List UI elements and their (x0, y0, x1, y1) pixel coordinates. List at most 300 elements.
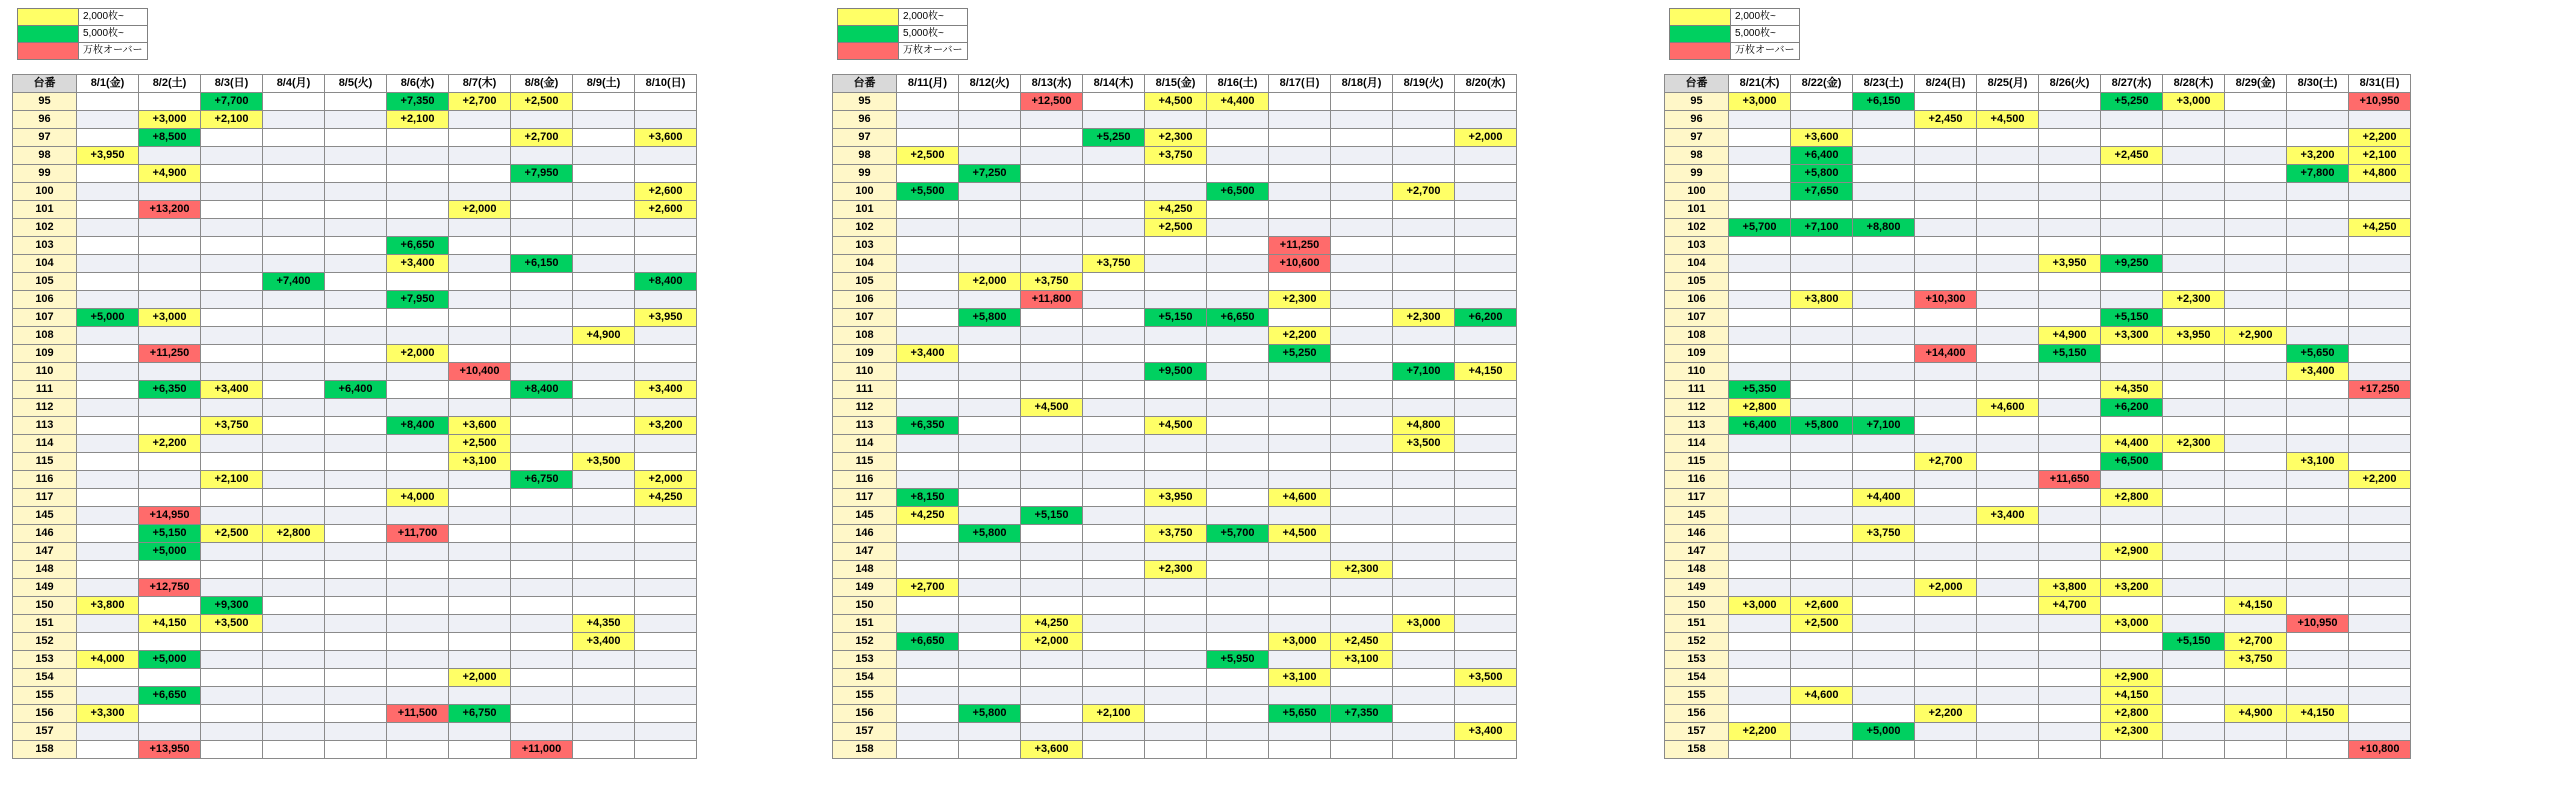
data-cell[interactable] (201, 237, 263, 255)
data-cell[interactable] (2349, 507, 2411, 525)
data-cell[interactable] (1145, 705, 1207, 723)
data-cell[interactable] (263, 705, 325, 723)
data-cell[interactable] (1455, 147, 1517, 165)
data-cell[interactable] (511, 363, 573, 381)
data-cell[interactable] (1269, 417, 1331, 435)
data-cell[interactable] (139, 273, 201, 291)
data-cell[interactable] (1393, 669, 1455, 687)
data-cell[interactable] (1207, 453, 1269, 471)
data-cell[interactable] (1083, 723, 1145, 741)
data-cell[interactable] (1207, 597, 1269, 615)
data-cell[interactable] (1083, 633, 1145, 651)
data-cell[interactable] (2287, 651, 2349, 669)
data-cell[interactable] (201, 705, 263, 723)
data-cell[interactable] (1455, 579, 1517, 597)
data-cell[interactable] (511, 435, 573, 453)
data-cell[interactable] (1791, 525, 1853, 543)
data-cell[interactable] (2349, 561, 2411, 579)
data-cell[interactable] (635, 111, 697, 129)
data-cell[interactable] (1455, 111, 1517, 129)
data-cell[interactable] (959, 291, 1021, 309)
data-cell[interactable] (1915, 507, 1977, 525)
data-cell[interactable] (1977, 417, 2039, 435)
data-cell[interactable]: +3,500 (1393, 435, 1455, 453)
data-cell[interactable] (201, 183, 263, 201)
machine-number[interactable]: 95 (13, 93, 77, 111)
data-cell[interactable] (1145, 615, 1207, 633)
data-cell[interactable]: +3,950 (2039, 255, 2101, 273)
data-cell[interactable] (635, 615, 697, 633)
data-cell[interactable] (1145, 435, 1207, 453)
data-cell[interactable] (1455, 183, 1517, 201)
data-cell[interactable] (2225, 129, 2287, 147)
data-cell[interactable] (897, 309, 959, 327)
data-cell[interactable]: +2,000 (1021, 633, 1083, 651)
data-cell[interactable] (511, 633, 573, 651)
data-cell[interactable] (635, 165, 697, 183)
data-cell[interactable] (959, 615, 1021, 633)
data-cell[interactable] (263, 507, 325, 525)
data-cell[interactable] (1021, 651, 1083, 669)
data-cell[interactable] (1083, 219, 1145, 237)
data-cell[interactable] (635, 507, 697, 525)
data-cell[interactable] (959, 489, 1021, 507)
column-header-date[interactable]: 8/28(木) (2163, 75, 2225, 93)
data-cell[interactable] (2349, 489, 2411, 507)
data-cell[interactable] (1791, 327, 1853, 345)
data-cell[interactable] (263, 633, 325, 651)
data-cell[interactable] (1729, 705, 1791, 723)
data-cell[interactable] (2349, 183, 2411, 201)
data-cell[interactable] (1393, 579, 1455, 597)
data-cell[interactable] (1853, 201, 1915, 219)
data-cell[interactable] (1331, 543, 1393, 561)
data-cell[interactable]: +2,000 (959, 273, 1021, 291)
data-cell[interactable] (1729, 111, 1791, 129)
machine-number[interactable]: 105 (13, 273, 77, 291)
data-cell[interactable] (1455, 219, 1517, 237)
column-header-date[interactable]: 8/25(月) (1977, 75, 2039, 93)
data-cell[interactable]: +2,900 (2101, 543, 2163, 561)
data-cell[interactable] (1853, 381, 1915, 399)
data-cell[interactable]: +2,500 (1791, 615, 1853, 633)
data-cell[interactable]: +7,350 (387, 93, 449, 111)
data-cell[interactable]: +3,500 (573, 453, 635, 471)
data-cell[interactable] (1455, 705, 1517, 723)
data-cell[interactable] (1791, 651, 1853, 669)
data-cell[interactable] (201, 723, 263, 741)
data-cell[interactable]: +2,200 (139, 435, 201, 453)
data-cell[interactable] (2349, 615, 2411, 633)
data-cell[interactable] (2349, 525, 2411, 543)
data-cell[interactable] (1269, 561, 1331, 579)
data-cell[interactable]: +5,000 (139, 651, 201, 669)
column-header-date[interactable]: 8/8(金) (511, 75, 573, 93)
data-cell[interactable]: +4,900 (2039, 327, 2101, 345)
data-cell[interactable] (1791, 543, 1853, 561)
data-cell[interactable] (1207, 129, 1269, 147)
data-cell[interactable] (511, 579, 573, 597)
data-cell[interactable] (387, 651, 449, 669)
data-cell[interactable]: +5,150 (2039, 345, 2101, 363)
data-cell[interactable] (1977, 489, 2039, 507)
data-cell[interactable] (2163, 597, 2225, 615)
data-cell[interactable] (1207, 381, 1269, 399)
machine-number[interactable]: 148 (833, 561, 897, 579)
data-cell[interactable]: +2,450 (1915, 111, 1977, 129)
column-header-date[interactable]: 8/10(日) (635, 75, 697, 93)
data-cell[interactable] (1207, 219, 1269, 237)
data-cell[interactable] (1207, 561, 1269, 579)
data-cell[interactable] (2287, 327, 2349, 345)
data-cell[interactable]: +2,300 (2163, 291, 2225, 309)
data-cell[interactable] (2287, 183, 2349, 201)
data-cell[interactable] (959, 147, 1021, 165)
data-cell[interactable] (449, 381, 511, 399)
data-cell[interactable]: +4,900 (573, 327, 635, 345)
data-cell[interactable] (77, 435, 139, 453)
column-header-date[interactable]: 8/23(土) (1853, 75, 1915, 93)
data-cell[interactable] (1977, 543, 2039, 561)
data-cell[interactable] (1853, 597, 1915, 615)
data-cell[interactable] (1729, 669, 1791, 687)
data-cell[interactable] (2225, 345, 2287, 363)
machine-number[interactable]: 115 (13, 453, 77, 471)
data-cell[interactable] (1021, 435, 1083, 453)
data-cell[interactable] (1729, 345, 1791, 363)
data-cell[interactable]: +5,500 (897, 183, 959, 201)
data-cell[interactable]: +3,100 (1331, 651, 1393, 669)
data-cell[interactable]: +4,250 (1145, 201, 1207, 219)
data-cell[interactable] (325, 273, 387, 291)
data-cell[interactable] (387, 507, 449, 525)
data-cell[interactable]: +2,200 (2349, 471, 2411, 489)
data-cell[interactable]: +6,750 (449, 705, 511, 723)
data-cell[interactable] (1393, 543, 1455, 561)
data-cell[interactable] (2101, 219, 2163, 237)
data-cell[interactable] (1977, 651, 2039, 669)
data-cell[interactable]: +11,000 (511, 741, 573, 759)
machine-number[interactable]: 150 (1665, 597, 1729, 615)
data-cell[interactable] (1145, 345, 1207, 363)
data-cell[interactable] (2039, 165, 2101, 183)
data-cell[interactable] (2039, 129, 2101, 147)
column-header-date[interactable]: 8/7(木) (449, 75, 511, 93)
machine-number[interactable]: 106 (833, 291, 897, 309)
column-header-date[interactable]: 8/22(金) (1791, 75, 1853, 93)
machine-number[interactable]: 101 (13, 201, 77, 219)
machine-number[interactable]: 152 (13, 633, 77, 651)
data-cell[interactable]: +5,000 (1853, 723, 1915, 741)
data-cell[interactable]: +4,500 (1977, 111, 2039, 129)
data-cell[interactable] (2287, 579, 2349, 597)
data-cell[interactable]: +3,750 (201, 417, 263, 435)
data-cell[interactable] (511, 147, 573, 165)
data-cell[interactable]: +6,400 (1729, 417, 1791, 435)
data-cell[interactable] (1393, 525, 1455, 543)
data-cell[interactable] (1729, 687, 1791, 705)
data-cell[interactable]: +6,650 (387, 237, 449, 255)
data-cell[interactable] (1977, 201, 2039, 219)
machine-number[interactable]: 99 (1665, 165, 1729, 183)
machine-number[interactable]: 151 (13, 615, 77, 633)
data-cell[interactable] (1393, 147, 1455, 165)
data-cell[interactable] (573, 561, 635, 579)
data-cell[interactable] (263, 345, 325, 363)
data-cell[interactable] (2225, 543, 2287, 561)
data-cell[interactable] (511, 723, 573, 741)
data-cell[interactable]: +6,400 (325, 381, 387, 399)
data-cell[interactable] (1915, 489, 1977, 507)
data-cell[interactable] (897, 219, 959, 237)
data-cell[interactable] (325, 669, 387, 687)
machine-number[interactable]: 98 (833, 147, 897, 165)
data-cell[interactable] (635, 741, 697, 759)
machine-number[interactable]: 117 (13, 489, 77, 507)
data-cell[interactable]: +3,000 (2101, 615, 2163, 633)
data-cell[interactable] (1393, 327, 1455, 345)
data-cell[interactable] (1269, 723, 1331, 741)
data-cell[interactable] (1977, 723, 2039, 741)
column-header-machine[interactable]: 台番 (1665, 75, 1729, 93)
data-cell[interactable] (1207, 345, 1269, 363)
data-cell[interactable] (2287, 111, 2349, 129)
data-cell[interactable] (2101, 237, 2163, 255)
data-cell[interactable] (263, 669, 325, 687)
machine-number[interactable]: 153 (1665, 651, 1729, 669)
data-cell[interactable]: +3,000 (1729, 597, 1791, 615)
data-cell[interactable] (635, 579, 697, 597)
data-cell[interactable] (325, 327, 387, 345)
data-cell[interactable] (2287, 399, 2349, 417)
data-cell[interactable] (2349, 579, 2411, 597)
data-cell[interactable] (1021, 165, 1083, 183)
data-cell[interactable]: +3,950 (77, 147, 139, 165)
data-cell[interactable] (2039, 417, 2101, 435)
data-cell[interactable] (1853, 615, 1915, 633)
data-cell[interactable]: +6,500 (1207, 183, 1269, 201)
data-cell[interactable]: +2,700 (897, 579, 959, 597)
data-cell[interactable] (1331, 273, 1393, 291)
data-cell[interactable] (387, 183, 449, 201)
data-cell[interactable] (2039, 741, 2101, 759)
data-cell[interactable] (1207, 633, 1269, 651)
data-cell[interactable] (959, 543, 1021, 561)
data-cell[interactable]: +4,400 (1853, 489, 1915, 507)
data-cell[interactable] (2349, 651, 2411, 669)
machine-number[interactable]: 103 (833, 237, 897, 255)
data-cell[interactable]: +2,000 (1915, 579, 1977, 597)
data-cell[interactable] (959, 597, 1021, 615)
data-cell[interactable] (201, 327, 263, 345)
data-cell[interactable] (1977, 633, 2039, 651)
data-cell[interactable] (1455, 417, 1517, 435)
data-cell[interactable] (1853, 255, 1915, 273)
data-cell[interactable]: +4,600 (1791, 687, 1853, 705)
machine-number[interactable]: 110 (1665, 363, 1729, 381)
data-cell[interactable] (1331, 525, 1393, 543)
data-cell[interactable]: +5,250 (2101, 93, 2163, 111)
data-cell[interactable] (77, 183, 139, 201)
data-cell[interactable]: +7,100 (1853, 417, 1915, 435)
data-cell[interactable] (1269, 471, 1331, 489)
data-cell[interactable] (2039, 201, 2101, 219)
data-cell[interactable] (1853, 741, 1915, 759)
data-cell[interactable]: +2,700 (511, 129, 573, 147)
data-cell[interactable]: +3,400 (897, 345, 959, 363)
data-cell[interactable]: +3,300 (2101, 327, 2163, 345)
data-cell[interactable] (897, 741, 959, 759)
machine-number[interactable]: 99 (13, 165, 77, 183)
data-cell[interactable] (2225, 255, 2287, 273)
data-cell[interactable] (1729, 543, 1791, 561)
data-cell[interactable] (263, 291, 325, 309)
data-cell[interactable] (201, 561, 263, 579)
data-cell[interactable] (2039, 453, 2101, 471)
data-cell[interactable] (449, 579, 511, 597)
data-cell[interactable] (1083, 507, 1145, 525)
data-cell[interactable] (1915, 543, 1977, 561)
data-cell[interactable] (1915, 363, 1977, 381)
machine-number[interactable]: 147 (13, 543, 77, 561)
data-cell[interactable] (387, 363, 449, 381)
machine-number[interactable]: 114 (13, 435, 77, 453)
data-cell[interactable] (1729, 471, 1791, 489)
data-cell[interactable]: +3,400 (573, 633, 635, 651)
data-cell[interactable] (635, 543, 697, 561)
machine-number[interactable]: 145 (13, 507, 77, 525)
data-cell[interactable] (2039, 705, 2101, 723)
machine-number[interactable]: 157 (13, 723, 77, 741)
data-cell[interactable] (1207, 291, 1269, 309)
data-cell[interactable] (1331, 219, 1393, 237)
data-cell[interactable] (1331, 597, 1393, 615)
data-cell[interactable] (2163, 381, 2225, 399)
data-cell[interactable] (77, 201, 139, 219)
data-cell[interactable]: +5,700 (1729, 219, 1791, 237)
data-cell[interactable] (1455, 327, 1517, 345)
data-cell[interactable] (2039, 687, 2101, 705)
data-cell[interactable] (201, 669, 263, 687)
data-cell[interactable] (2349, 669, 2411, 687)
data-cell[interactable] (1269, 165, 1331, 183)
data-cell[interactable] (2349, 705, 2411, 723)
data-cell[interactable]: +4,500 (1269, 525, 1331, 543)
data-cell[interactable] (1331, 471, 1393, 489)
data-cell[interactable] (2163, 111, 2225, 129)
data-cell[interactable] (1083, 93, 1145, 111)
data-cell[interactable] (511, 615, 573, 633)
machine-number[interactable]: 150 (13, 597, 77, 615)
data-cell[interactable] (325, 129, 387, 147)
data-cell[interactable]: +13,200 (139, 201, 201, 219)
data-cell[interactable] (1393, 453, 1455, 471)
data-cell[interactable] (139, 723, 201, 741)
data-cell[interactable] (2287, 471, 2349, 489)
data-cell[interactable] (2163, 651, 2225, 669)
machine-number[interactable]: 157 (1665, 723, 1729, 741)
data-cell[interactable] (1083, 651, 1145, 669)
data-cell[interactable] (1207, 471, 1269, 489)
data-cell[interactable] (1331, 237, 1393, 255)
data-cell[interactable] (2287, 723, 2349, 741)
data-cell[interactable] (1393, 687, 1455, 705)
data-cell[interactable] (2163, 543, 2225, 561)
data-cell[interactable] (1083, 435, 1145, 453)
data-cell[interactable] (573, 201, 635, 219)
data-cell[interactable] (263, 183, 325, 201)
data-cell[interactable] (449, 291, 511, 309)
data-cell[interactable]: +3,200 (2287, 147, 2349, 165)
data-cell[interactable] (511, 399, 573, 417)
data-cell[interactable]: +14,400 (1915, 345, 1977, 363)
data-cell[interactable] (1977, 183, 2039, 201)
data-cell[interactable]: +6,750 (511, 471, 573, 489)
data-cell[interactable] (1977, 381, 2039, 399)
data-cell[interactable]: +2,700 (449, 93, 511, 111)
column-header-date[interactable]: 8/5(火) (325, 75, 387, 93)
data-cell[interactable]: +2,300 (1145, 129, 1207, 147)
data-cell[interactable]: +9,250 (2101, 255, 2163, 273)
data-cell[interactable] (1083, 381, 1145, 399)
data-cell[interactable] (77, 723, 139, 741)
data-cell[interactable] (1207, 165, 1269, 183)
data-cell[interactable] (77, 417, 139, 435)
data-cell[interactable] (325, 561, 387, 579)
data-cell[interactable] (1145, 723, 1207, 741)
data-cell[interactable] (1977, 687, 2039, 705)
machine-number[interactable]: 111 (833, 381, 897, 399)
data-cell[interactable] (635, 327, 697, 345)
data-cell[interactable]: +3,100 (2287, 453, 2349, 471)
data-cell[interactable] (573, 579, 635, 597)
data-cell[interactable] (2349, 633, 2411, 651)
data-cell[interactable] (77, 327, 139, 345)
data-cell[interactable] (2039, 309, 2101, 327)
data-cell[interactable] (1915, 219, 1977, 237)
data-cell[interactable]: +6,650 (139, 687, 201, 705)
data-cell[interactable]: +5,950 (1207, 651, 1269, 669)
data-cell[interactable] (1977, 435, 2039, 453)
data-cell[interactable] (2039, 363, 2101, 381)
data-cell[interactable]: +2,100 (201, 111, 263, 129)
data-cell[interactable] (325, 435, 387, 453)
data-cell[interactable] (959, 129, 1021, 147)
data-cell[interactable] (387, 543, 449, 561)
column-header-date[interactable]: 8/29(金) (2225, 75, 2287, 93)
data-cell[interactable]: +2,800 (2101, 705, 2163, 723)
data-cell[interactable] (1729, 525, 1791, 543)
data-cell[interactable] (1269, 741, 1331, 759)
machine-number[interactable]: 155 (13, 687, 77, 705)
column-header-date[interactable]: 8/17(日) (1269, 75, 1331, 93)
machine-number[interactable]: 154 (1665, 669, 1729, 687)
data-cell[interactable] (1791, 273, 1853, 291)
data-cell[interactable] (1729, 129, 1791, 147)
data-cell[interactable] (77, 687, 139, 705)
column-header-date[interactable]: 8/13(水) (1021, 75, 1083, 93)
data-cell[interactable] (1083, 471, 1145, 489)
machine-number[interactable]: 155 (1665, 687, 1729, 705)
data-cell[interactable] (387, 687, 449, 705)
data-cell[interactable] (325, 633, 387, 651)
data-cell[interactable] (1269, 273, 1331, 291)
data-cell[interactable] (325, 705, 387, 723)
data-cell[interactable] (1145, 111, 1207, 129)
data-cell[interactable] (1853, 165, 1915, 183)
data-cell[interactable] (1455, 507, 1517, 525)
data-cell[interactable] (2101, 165, 2163, 183)
